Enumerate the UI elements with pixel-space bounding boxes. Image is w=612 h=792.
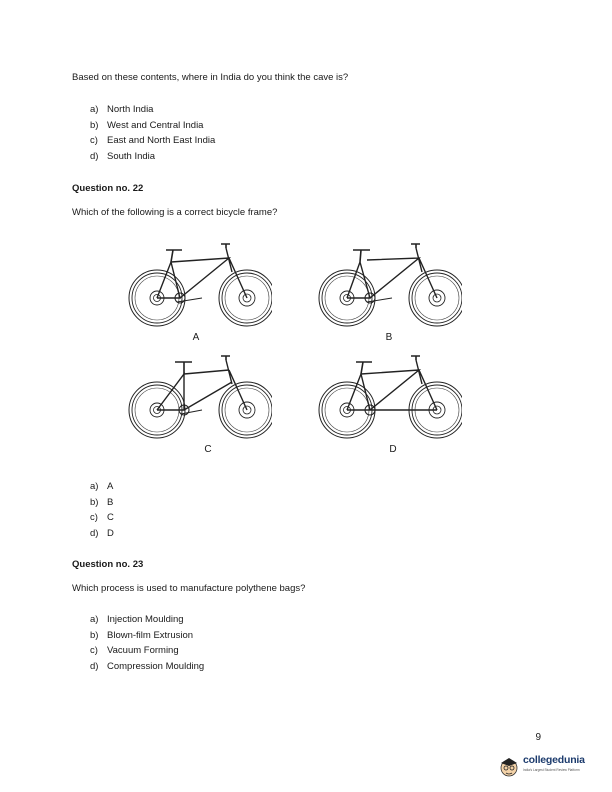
bike-label-d: D — [389, 444, 397, 455]
q23-option-c: c) Vacuum Forming — [90, 645, 179, 656]
bicycle-figure-a — [122, 240, 272, 332]
bike-label-b: B — [385, 332, 393, 343]
q21-text: Based on these contents, where in India do you think the cave is? — [72, 72, 349, 83]
q21-option-d: d) South India — [90, 151, 156, 162]
q23-option-b: b) Blown-film Extrusion — [90, 630, 194, 641]
mascot-icon — [497, 754, 521, 778]
collegedunia-logo — [497, 750, 597, 782]
q23-option-a: a) Injection Moulding — [90, 614, 184, 625]
logo-wordmark: collegedunia — [523, 754, 585, 766]
logo-tagline: India's Largest Student Review Platform — [523, 768, 580, 772]
bicycle-figure-b — [312, 240, 462, 332]
bike-label-c: C — [204, 444, 212, 455]
q22-text: Which of the following is a correct bicycle frame? — [72, 207, 278, 218]
q23-text: Which process is used to manufacture polythene bags? — [72, 583, 306, 594]
q21-option-c: c) East and North East India — [90, 135, 216, 146]
bike-label-a: A — [192, 332, 200, 343]
q22-option-a: a) A — [90, 481, 114, 492]
q22-option-d: d) D — [90, 528, 114, 539]
q23-option-d: d) Compression Moulding — [90, 661, 205, 672]
q21-option-b: b) West and Central India — [90, 120, 204, 131]
bicycle-figure-c — [122, 352, 272, 444]
bicycle-figure-d — [312, 352, 462, 444]
page-number: 9 — [535, 732, 541, 743]
q22-heading: Question no. 22 — [72, 183, 144, 194]
q22-option-b: b) B — [90, 497, 114, 508]
q21-option-a: a) North India — [90, 104, 154, 115]
q23-heading: Question no. 23 — [72, 559, 144, 570]
q22-option-c: c) C — [90, 512, 114, 523]
